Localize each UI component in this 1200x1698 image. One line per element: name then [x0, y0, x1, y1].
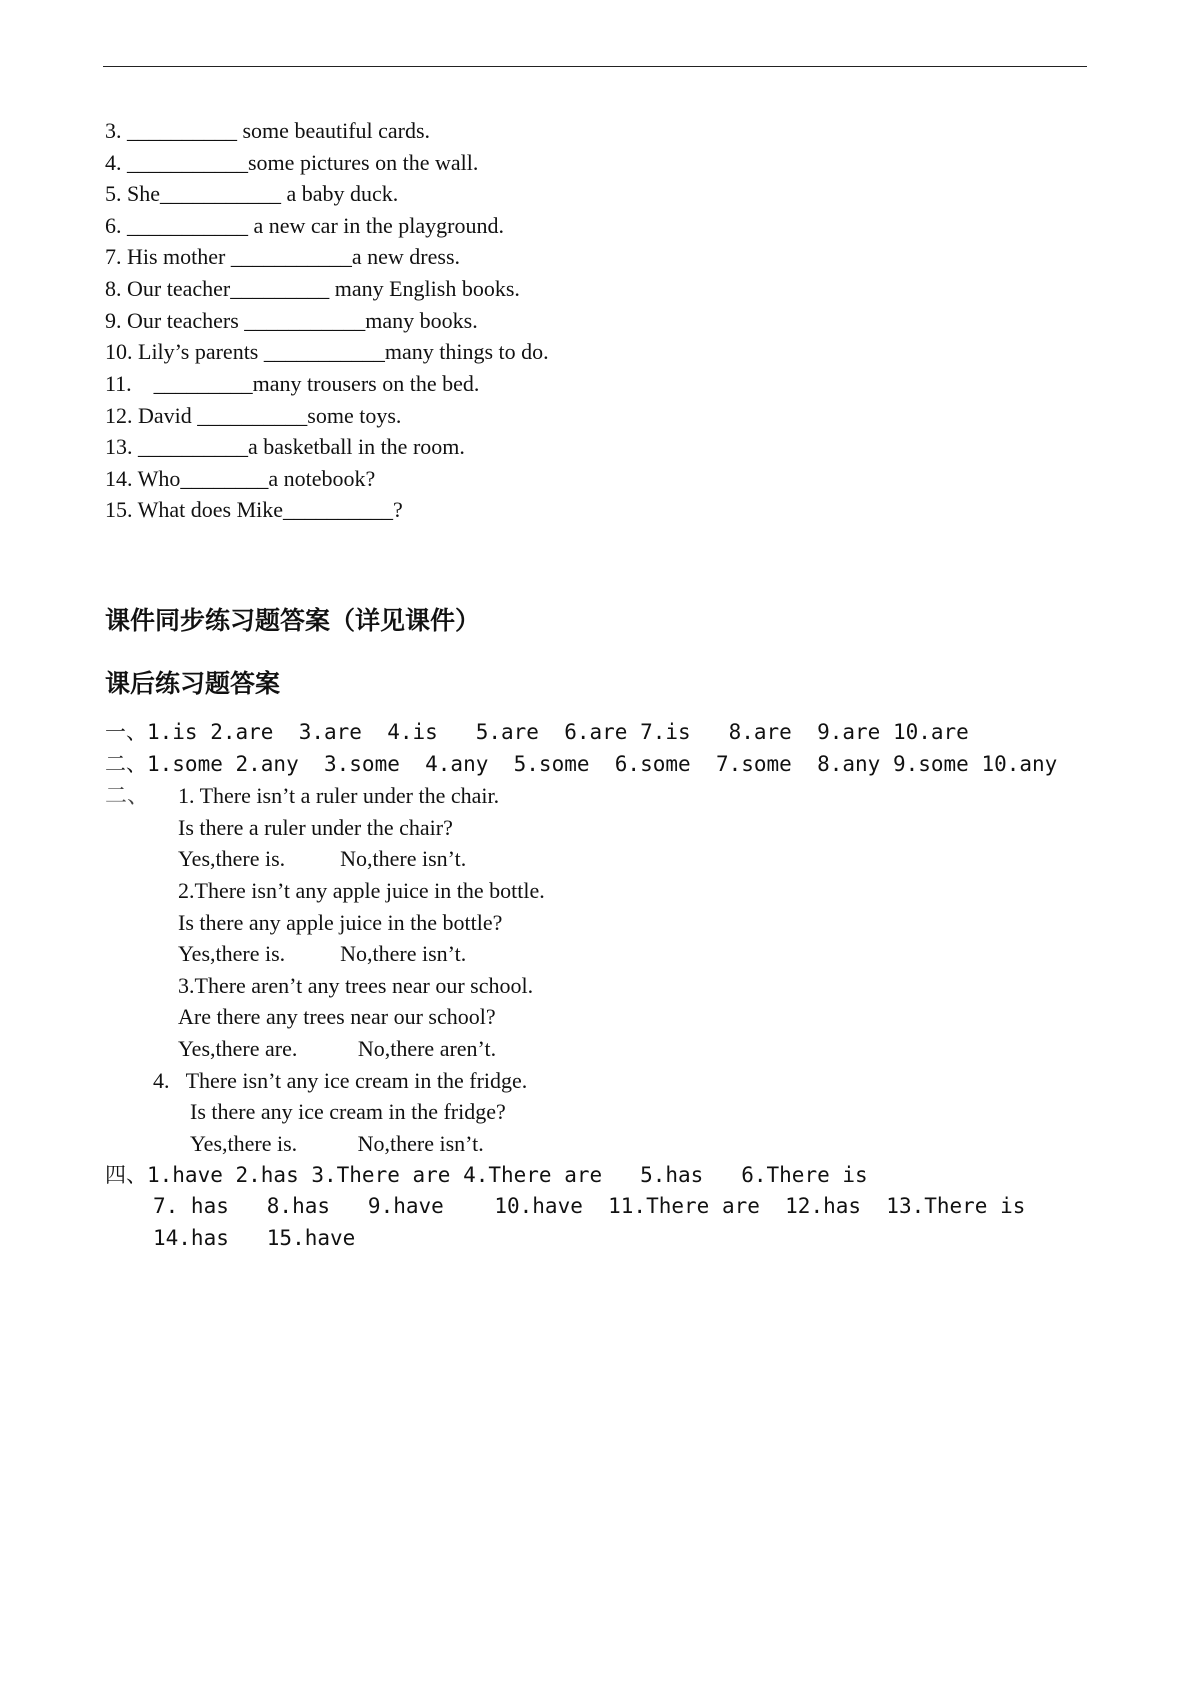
answers-part4-line: 7. has 8.has 9.have 10.have 11.There are 12.has 13.There is — [153, 1194, 1026, 1218]
exercise-line: 7. His mother ___________a new dress. — [105, 244, 461, 269]
answers-part3-line: Yes,there is. No,there isn’t. — [190, 1131, 484, 1156]
answers-part3-line: Is there any apple juice in the bottle? — [178, 910, 503, 935]
answers-part2: 二、1.some 2.any 3.some 4.any 5.some 6.some 7.some 8.any 9.some 10.any — [105, 752, 1058, 776]
answers-part3-line: 3.There aren’t any trees near our school. — [178, 973, 534, 998]
exercise-line: 15. What does Mike__________? — [105, 497, 403, 522]
answers-part4-line: 14.has 15.have — [153, 1226, 356, 1250]
answers-part3-line: Yes,there are. No,there aren’t. — [178, 1036, 497, 1061]
answers-part3-line: 1. There isn’t a ruler under the chair. — [178, 783, 500, 808]
exercise-line: 3. __________ some beautiful cards. — [105, 118, 431, 143]
exercise-line: 8. Our teacher_________ many English books. — [105, 276, 520, 301]
answers-part1: 一、1.is 2.are 3.are 4.is 5.are 6.are 7.is 8.are 9.are 10.are — [105, 720, 969, 744]
section-heading-after-class: 课后练习题答案 — [105, 669, 281, 698]
answers-part4-line: 四、1.have 2.has 3.There are 4.There are 5.has 6.There is — [105, 1163, 868, 1187]
exercise-line: 10. Lily’s parents ___________many things to do. — [105, 339, 549, 364]
header-rule — [103, 66, 1087, 67]
exercise-line: 12. David __________some toys. — [105, 403, 402, 428]
exercise-line: 13. __________a basketball in the room. — [105, 434, 465, 459]
exercise-line: 11. _________many trousers on the bed. — [105, 371, 480, 396]
exercise-line: 5. She___________ a baby duck. — [105, 181, 399, 206]
exercise-line: 6. ___________ a new car in the playground. — [105, 213, 504, 238]
answers-part3-label: 二、 — [105, 783, 150, 808]
exercise-line: 14. Who________a notebook? — [105, 466, 376, 491]
answers-part3-line: Are there any trees near our school? — [178, 1004, 496, 1029]
answers-part3-line: 4. There isn’t any ice cream in the fridge. — [153, 1068, 528, 1093]
answers-part3-line: Yes,there is. No,there isn’t. — [178, 846, 467, 871]
answers-part3-line: 2.There isn’t any apple juice in the bottle. — [178, 878, 545, 903]
exercise-line: 9. Our teachers ___________many books. — [105, 308, 478, 333]
answers-part3-line: Yes,there is. No,there isn’t. — [178, 941, 467, 966]
section-heading-courseware: 课件同步练习题答案（详见课件） — [105, 606, 481, 635]
answers-part3-line: Is there any ice cream in the fridge? — [190, 1099, 506, 1124]
exercise-line: 4. ___________some pictures on the wall. — [105, 150, 479, 175]
answers-part3-line: Is there a ruler under the chair? — [178, 815, 453, 840]
